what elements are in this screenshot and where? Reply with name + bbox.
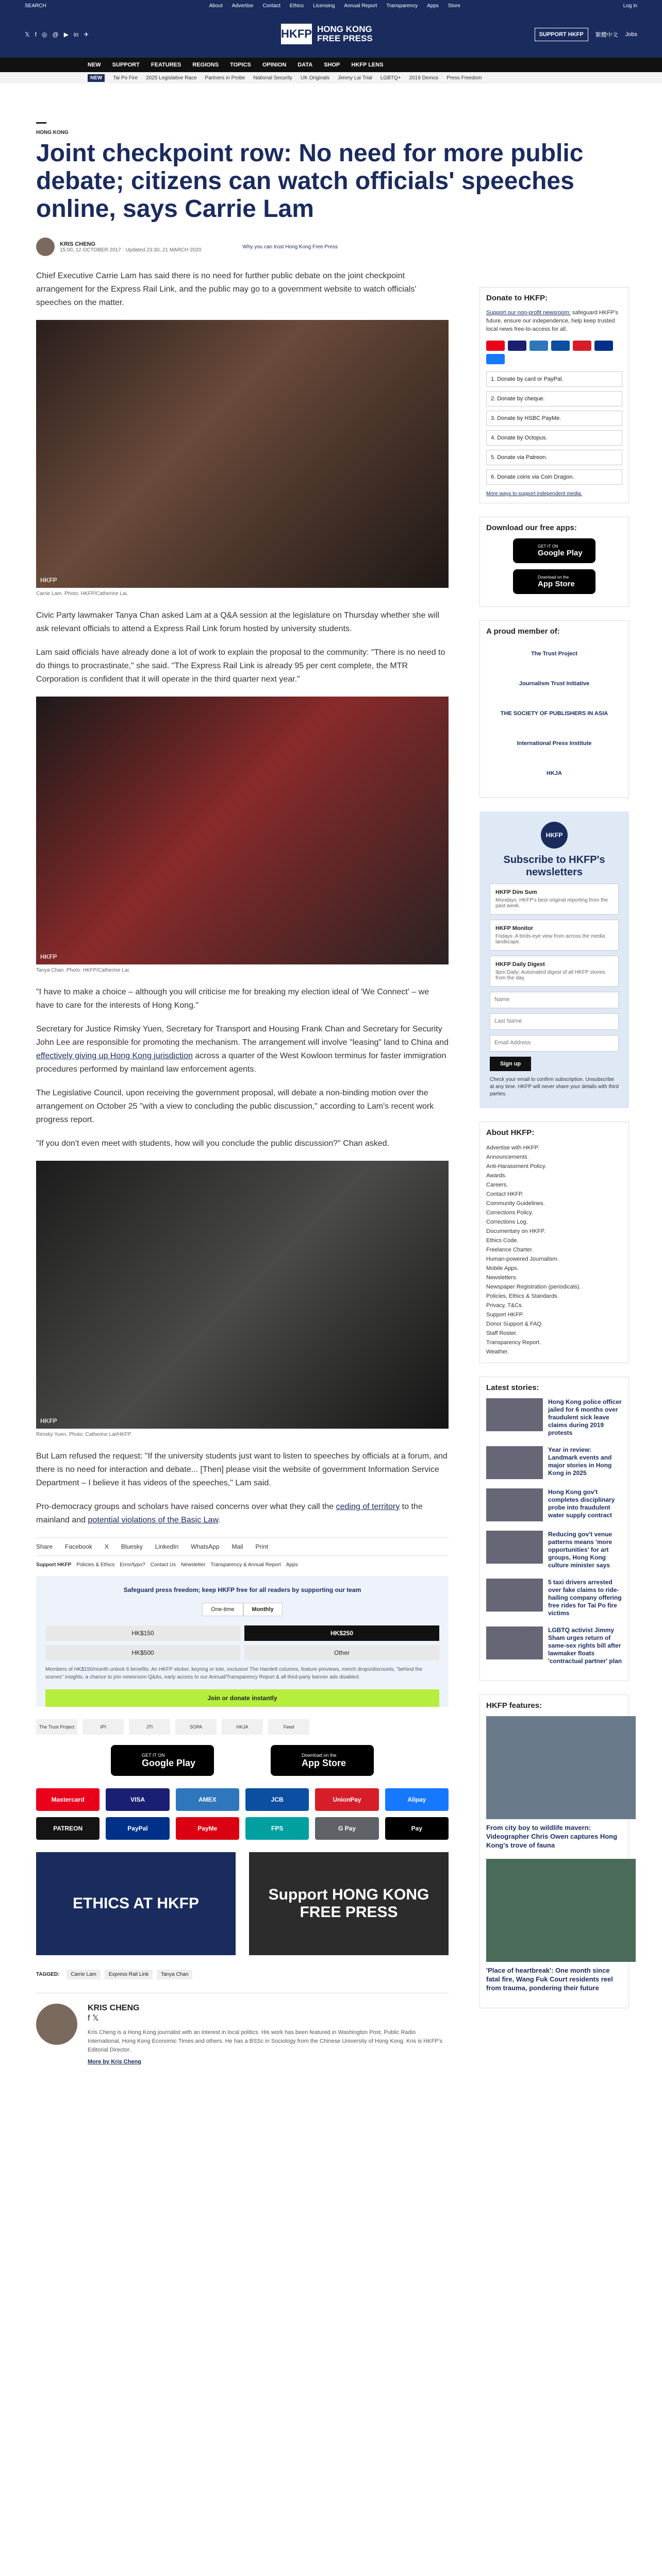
amex-icon[interactable]: AMEX bbox=[176, 1788, 239, 1811]
inline-link[interactable]: potential violations of the Basic Law bbox=[88, 1516, 219, 1524]
about-list bbox=[486, 1143, 622, 1357]
text: Pro-democracy groups and scholars have raised concerns over what they call the bbox=[36, 1502, 336, 1511]
amex-icon bbox=[529, 341, 548, 351]
share-bluesky[interactable]: Bluesky bbox=[121, 1543, 143, 1550]
unionpay-icon bbox=[573, 341, 591, 351]
inline-link[interactable]: ceding of territory bbox=[336, 1502, 400, 1511]
name-field[interactable]: Name bbox=[490, 992, 619, 1008]
share-mail[interactable]: Mail bbox=[231, 1543, 243, 1550]
alipay-icon[interactable]: Alipay bbox=[385, 1788, 449, 1811]
partner-logo[interactable]: Feed bbox=[268, 1719, 309, 1735]
amount-options bbox=[36, 1616, 449, 1660]
youtube-icon[interactable]: ▶ bbox=[63, 31, 69, 38]
author-avatar[interactable] bbox=[36, 238, 55, 256]
top-bar bbox=[0, 0, 662, 11]
member-benefits: Members of HK$150/month unlock 6 benefits: An HKFP sticker, keyring or tote, exclusive The Hamlett columns, feature previews, merch drops/discounts, "behind the scenes" insights, a chance to join newsroom Q&As, early access to our Annual/Transparency Report & all third-party banner ads disabled. bbox=[45, 1667, 423, 1680]
author-social bbox=[88, 2013, 449, 2023]
newsletter-logo: HKFP bbox=[541, 822, 568, 849]
story-title: Reducing gov't venue patterns means 'more opportunities' for art groups, Hong Kong culture minister says bbox=[548, 1531, 613, 1569]
more-ways-link[interactable]: More ways to support independent media. bbox=[486, 491, 583, 497]
gp-small: GET IT ON bbox=[538, 544, 558, 549]
nav-item[interactable]: SUPPORT bbox=[112, 62, 140, 68]
donate-method[interactable]: 2. Donate by cheque. bbox=[486, 391, 622, 406]
logo-line: FREE PRESS bbox=[317, 33, 373, 43]
paragraph: "I have to make a choice – although you will criticise me for breaking my election ideal of 'We Connect' – we have to care for the interests of Hong Kong." bbox=[36, 988, 429, 1010]
app-store-button[interactable] bbox=[513, 569, 595, 594]
about-link[interactable]: Freelance Charter. bbox=[486, 1247, 534, 1253]
about-link[interactable]: Careers. bbox=[486, 1182, 508, 1188]
photo-watermark: HKFP bbox=[40, 953, 57, 960]
as-label: App Store bbox=[538, 580, 575, 588]
tag[interactable]: Express Rail Link bbox=[105, 1970, 153, 1979]
mastercard-icon bbox=[486, 341, 505, 351]
signup-button[interactable]: Sign up bbox=[490, 1057, 531, 1071]
top-link[interactable]: Annual Report bbox=[344, 3, 377, 9]
story-item[interactable] bbox=[486, 1446, 622, 1479]
trust-link[interactable]: Why you can trust Hong Kong Free Press bbox=[242, 244, 338, 250]
author-info bbox=[88, 2004, 449, 2065]
subnav-item[interactable]: Press Freedom bbox=[446, 75, 482, 81]
app-buttons bbox=[36, 1745, 449, 1776]
partner-logo[interactable]: HKJA bbox=[222, 1719, 263, 1735]
author-name[interactable]: KRIS CHENG bbox=[88, 2004, 140, 2012]
footer-link[interactable]: Newsletter bbox=[181, 1562, 206, 1568]
google-play-button[interactable] bbox=[111, 1745, 214, 1776]
as-small: Download on the bbox=[302, 1752, 337, 1758]
partner-logos bbox=[36, 1719, 449, 1735]
feature-title: From city boy to wildlife mavern: Videographer Chris Owen captures Hong Kong's trove of fauna bbox=[486, 1824, 618, 1849]
subnav-item[interactable]: LGBTQ+ bbox=[380, 75, 401, 81]
subnav-item[interactable]: Partners in Probe bbox=[205, 75, 245, 81]
member-logo[interactable]: International Press Institute bbox=[517, 740, 592, 747]
content-columns bbox=[36, 269, 626, 2065]
top-link[interactable]: Ethics bbox=[289, 3, 304, 9]
login-link[interactable]: Log in bbox=[623, 3, 637, 9]
jobs-link[interactable]: Jobs bbox=[625, 31, 637, 38]
story-item[interactable] bbox=[486, 1626, 622, 1665]
instagram-icon[interactable]: ◎ bbox=[42, 31, 47, 38]
payme-icon[interactable]: PayMe bbox=[176, 1817, 239, 1840]
about-link[interactable]: Weather. bbox=[486, 1349, 509, 1355]
donate-widget bbox=[36, 1576, 449, 1707]
paragraph: The Legislative Council, upon receiving the government proposal, will debate a non-binding motion over the arrangement on October 25 "with a view to concluding the public discussion," according to Lam's recent work progress report. bbox=[36, 1089, 434, 1124]
about-link[interactable]: Contact HKFP. bbox=[486, 1191, 523, 1197]
sub-nav bbox=[0, 72, 662, 83]
nav-item[interactable]: REGIONS bbox=[192, 62, 219, 68]
header-right bbox=[535, 28, 637, 41]
story-thumb bbox=[486, 1531, 543, 1564]
amount-option[interactable]: HK$500 bbox=[45, 1645, 240, 1660]
share-x[interactable]: X bbox=[104, 1543, 109, 1550]
donate-method[interactable]: 4. Donate by Octopus. bbox=[486, 430, 622, 446]
story-title: LGBTQ activist Jimmy Sham urges return of same-sex rights bill after lawmaker floats 'contractual partner' plan bbox=[548, 1626, 622, 1665]
donate-methods bbox=[486, 371, 622, 485]
latest-stories bbox=[479, 1377, 629, 1681]
partner-logo[interactable]: The Trust Project bbox=[36, 1719, 77, 1735]
about-link[interactable]: Corrections Policy. bbox=[486, 1210, 533, 1216]
last-name-field[interactable]: Last Name bbox=[490, 1013, 619, 1030]
article-photo bbox=[36, 697, 449, 964]
applepay-icon[interactable]: Pay bbox=[385, 1817, 449, 1840]
top-links bbox=[209, 3, 460, 9]
patreon-icon[interactable]: PATREON bbox=[36, 1817, 100, 1840]
linkedin-icon[interactable]: in bbox=[73, 31, 79, 38]
threads-icon[interactable]: @ bbox=[52, 31, 59, 38]
as-small: Download on the bbox=[538, 575, 569, 580]
story-thumb bbox=[486, 1446, 543, 1479]
frequency-toggle bbox=[36, 1603, 449, 1616]
inline-link[interactable]: effectively giving up Hong Kong jurisdiction bbox=[36, 1052, 193, 1060]
text: safeguard HKFP's future, ensure our independence, help keep trusted local news free-to-access for all. bbox=[486, 310, 618, 332]
paypal-icon bbox=[594, 341, 613, 351]
newsletter-box bbox=[479, 811, 629, 1108]
about-link[interactable]: Anti-Harassment Policy. bbox=[486, 1163, 547, 1170]
nav-item[interactable]: TOPICS bbox=[230, 62, 251, 68]
author-bio: Kris Cheng is a Hong Kong journalist with an interest in local politics. His work has been featured in Washington Post, Public Radio International, Hong Kong Economic Times and others. He has a BSSc in Sociology from the Chinese University of Hong Kong. Kris is HKFP's Editorial Director. bbox=[88, 2029, 443, 2053]
visa-icon bbox=[508, 341, 526, 351]
more-by-author-link[interactable]: More by Kris Cheng bbox=[88, 2059, 141, 2065]
support-banner[interactable]: Support HONG KONG FREE PRESS bbox=[249, 1852, 449, 1955]
tag[interactable]: Carrie Lam bbox=[67, 1970, 100, 1979]
subnav-item[interactable]: Jimmy Lai Trial bbox=[338, 75, 372, 81]
story-thumb bbox=[486, 1398, 543, 1431]
option-desc: 9pm Daily: Automated digest of all HKFP stories from the day. bbox=[495, 970, 605, 981]
about-heading: About HKFP: bbox=[486, 1128, 535, 1137]
member-logo[interactable]: The Trust Project bbox=[531, 651, 577, 657]
member-heading: A proud member of: bbox=[486, 627, 560, 636]
option-desc: Mondays: HKFP's best original reporting from the past week. bbox=[495, 897, 608, 909]
donate-method[interactable]: 3. Donate by HSBC PayMe. bbox=[486, 411, 622, 426]
article-photo bbox=[36, 1161, 449, 1429]
footer-link[interactable]: Transparency & Annual Report bbox=[210, 1562, 281, 1568]
option-name: HKFP Daily Digest bbox=[495, 961, 545, 968]
member-logo[interactable]: HKJA bbox=[547, 770, 562, 776]
one-time-tab[interactable]: One-time bbox=[202, 1603, 243, 1616]
gpay-icon[interactable]: G Pay bbox=[315, 1817, 378, 1840]
photo-watermark: HKFP bbox=[40, 1417, 57, 1425]
partner-logo[interactable]: JTI bbox=[129, 1719, 170, 1735]
app-store-button[interactable] bbox=[271, 1745, 374, 1776]
top-link[interactable]: About bbox=[209, 3, 223, 9]
tag-label: TAGGED: bbox=[36, 1972, 60, 1977]
about-link[interactable]: Community Guidelines. bbox=[486, 1200, 545, 1207]
newsletter-option[interactable] bbox=[490, 956, 619, 987]
donate-box bbox=[479, 287, 629, 503]
byline-text bbox=[60, 241, 201, 253]
share-facebook[interactable]: Facebook bbox=[65, 1543, 92, 1550]
fps-icon[interactable]: FPS bbox=[245, 1817, 309, 1840]
story-title: Hong Kong police officer jailed for 6 months over fraudulent sick leave claims during 2019 protests bbox=[548, 1398, 622, 1436]
feature-item[interactable] bbox=[486, 1716, 622, 1850]
social-icons bbox=[25, 31, 89, 38]
story-thumb bbox=[486, 1488, 543, 1521]
donate-method[interactable]: 1. Donate by card or PayPal. bbox=[486, 371, 622, 387]
main-nav bbox=[0, 58, 662, 72]
subnav-item[interactable]: 2019 Demos bbox=[409, 75, 439, 81]
text: Secretary for Justice Rimsky Yuen, Secretary for Transport and Housing Frank Chan and Secretary for Security John Lee are responsible for promoting the mechanism. The arrangement will involve "leasing" land to China and bbox=[36, 1025, 449, 1047]
facebook-icon[interactable]: f bbox=[88, 2014, 90, 2023]
nav-item[interactable]: SHOP bbox=[324, 62, 340, 68]
donate-method[interactable]: 6. Donate coins via Coin Dragon. bbox=[486, 469, 622, 485]
subnav-item[interactable]: Tai Po Fire bbox=[113, 75, 138, 81]
tag[interactable]: Tanya Chan bbox=[157, 1970, 192, 1979]
logo-text bbox=[317, 25, 373, 43]
amount-option[interactable]: HK$150 bbox=[45, 1625, 240, 1641]
logo-box: HKFP bbox=[281, 24, 312, 44]
nav-item[interactable]: DATA bbox=[297, 62, 313, 68]
payment-methods bbox=[36, 1788, 449, 1840]
story-thumb bbox=[486, 1626, 543, 1659]
paragraph bbox=[36, 1500, 449, 1527]
google-play-button[interactable] bbox=[513, 538, 595, 563]
share-bar bbox=[36, 1537, 449, 1556]
nav-item[interactable]: FEATURES bbox=[151, 62, 181, 68]
donate-method[interactable]: 5. Donate via Patreon. bbox=[486, 450, 622, 465]
about-link[interactable]: Advertise with HKFP. bbox=[486, 1145, 539, 1151]
paragraph: "If you don't even meet with students, how will you conclude the public discussion?" Chan asked. bbox=[36, 1139, 390, 1148]
member-box bbox=[479, 620, 629, 798]
about-link[interactable]: Awards. bbox=[486, 1173, 507, 1179]
about-link[interactable]: Policies, Ethics & Standards. bbox=[486, 1293, 559, 1299]
partner-logo[interactable]: IPI bbox=[82, 1719, 124, 1735]
option-name: HKFP Monitor bbox=[495, 925, 534, 931]
support-button[interactable]: SUPPORT HKFP bbox=[535, 28, 588, 41]
member-logo[interactable]: Journalism Trust Initiative bbox=[519, 681, 590, 687]
visa-icon[interactable]: VISA bbox=[106, 1788, 169, 1811]
email-field[interactable]: Email Address bbox=[490, 1035, 619, 1052]
feature-image bbox=[486, 1859, 636, 1962]
share-label: Share bbox=[36, 1543, 53, 1550]
byline bbox=[36, 238, 626, 256]
article-photo bbox=[36, 320, 449, 588]
donate-heading: Donate to HKFP: bbox=[486, 294, 548, 302]
join-button[interactable]: Join or donate instantly bbox=[45, 1689, 439, 1707]
about-link[interactable]: Privacy, T&Cs. bbox=[486, 1302, 523, 1309]
share-whatsapp[interactable]: WhatsApp bbox=[191, 1543, 220, 1550]
about-link[interactable]: Newspaper Registration (periodicals). bbox=[486, 1284, 581, 1290]
author-box bbox=[36, 1993, 449, 2065]
story-title: Hong Kong gov't completes disciplinary probe into fraudulent water supply contract bbox=[548, 1488, 615, 1519]
about-link[interactable]: Mobile Apps. bbox=[486, 1265, 519, 1272]
page-wrap bbox=[0, 122, 662, 2065]
story-item[interactable] bbox=[486, 1488, 622, 1521]
newsletter-note: Check your email to confirm subscription. Unsubscribe at any time. HKFP will never share your details with third parties. bbox=[490, 1077, 619, 1097]
story-thumb bbox=[486, 1579, 543, 1612]
tag-list bbox=[36, 1970, 449, 1979]
facebook-icon[interactable]: f bbox=[35, 31, 37, 38]
features-heading: HKFP features: bbox=[486, 1701, 542, 1710]
about-link[interactable]: Documentary on HKFP. bbox=[486, 1228, 545, 1234]
top-link[interactable]: Licensing bbox=[313, 3, 335, 9]
text: to the mainland and bbox=[36, 1502, 423, 1524]
article-body bbox=[36, 269, 449, 2065]
photo-watermark: HKFP bbox=[40, 577, 57, 584]
ethics-banner[interactable]: ETHICS AT HKFP bbox=[36, 1852, 236, 1955]
top-link[interactable]: Contact bbox=[262, 3, 280, 9]
gp-small: GET IT ON bbox=[142, 1752, 165, 1758]
about-link[interactable]: Newsletters. bbox=[486, 1275, 518, 1281]
telegram-icon[interactable]: ✈ bbox=[84, 31, 89, 38]
paragraph: Lam said officials have already done a lot of work to explain the proposal to the community: "There is no need to do things to procrastinate," she said. "The Express Rail Link is already 95 per cent complete, the MTR Corporation is confident that it will operate in the third quarter next year." bbox=[36, 648, 445, 684]
subnav-item[interactable]: National Security bbox=[253, 75, 292, 81]
story-item[interactable] bbox=[486, 1398, 622, 1437]
article-kicker[interactable]: HONG KONG bbox=[36, 130, 69, 135]
author-name[interactable]: KRIS CHENG bbox=[60, 241, 96, 247]
x-icon[interactable]: 𝕏 bbox=[25, 31, 30, 38]
apps-heading: Download our free apps: bbox=[486, 523, 577, 532]
gp-label: Google Play bbox=[142, 1757, 196, 1768]
share-linkedin[interactable]: LinkedIn bbox=[155, 1543, 179, 1550]
partner-logo[interactable]: SOPA bbox=[175, 1719, 217, 1735]
card-icons bbox=[486, 341, 622, 364]
article-dates: 15:00, 12 OCTOBER 2017 · Updated 23:30, 21 MARCH 2020 bbox=[60, 247, 202, 253]
footer-link[interactable]: Contact Us bbox=[150, 1562, 176, 1568]
story-title: Year in review: Landmark events and major stories in Hong Kong in 2025 bbox=[548, 1446, 612, 1477]
new-badge: NEW bbox=[88, 74, 105, 82]
site-logo[interactable] bbox=[281, 24, 373, 44]
feature-title: 'Place of heartbreak': One month since fatal fire, Wang Fuk Court residents reel from trauma, pondering their future bbox=[486, 1967, 613, 1992]
article-footer-links bbox=[36, 1562, 449, 1568]
sidebar bbox=[479, 269, 629, 2065]
donate-title: Safeguard press freedom; keep HKFP free for all readers by supporting our team bbox=[123, 1586, 361, 1594]
x-icon[interactable]: 𝕏 bbox=[92, 2014, 99, 2023]
top-link[interactable]: Apps bbox=[427, 3, 439, 9]
about-link[interactable]: Human-powered Journalism. bbox=[486, 1256, 559, 1262]
unionpay-icon[interactable]: UnionPay bbox=[315, 1788, 378, 1811]
about-link[interactable]: Transparency Report. bbox=[486, 1340, 541, 1346]
nav-item[interactable]: HKFP LENS bbox=[351, 62, 384, 68]
about-link[interactable]: Donor Support & FAQ. bbox=[486, 1321, 543, 1327]
share-print[interactable]: Print bbox=[255, 1543, 269, 1550]
option-name: HKFP Dim Sum bbox=[495, 889, 537, 895]
mastercard-icon[interactable]: Mastercard bbox=[36, 1788, 100, 1811]
footer-link[interactable]: Apps bbox=[286, 1562, 298, 1568]
kicker-rule bbox=[36, 122, 46, 124]
photo-caption: Carrie Lam. Photo: HKFP/Catherine Lai. bbox=[36, 591, 128, 597]
footer-link[interactable]: Policies & Ethics bbox=[76, 1562, 115, 1568]
about-link[interactable]: Staff Roster. bbox=[486, 1330, 518, 1336]
language-link[interactable]: 繁體中文 bbox=[595, 32, 618, 38]
text: . bbox=[218, 1516, 221, 1524]
subnav-item[interactable]: UK Originals bbox=[300, 75, 330, 81]
gp-label: Google Play bbox=[538, 549, 583, 557]
member-logo[interactable]: THE SOCIETY OF PUBLISHERS IN ASIA bbox=[500, 710, 608, 717]
newsletter-heading: Subscribe to HKFP's newsletters bbox=[503, 854, 605, 878]
top-link[interactable]: Transparency bbox=[386, 3, 418, 9]
latest-heading: Latest stories: bbox=[486, 1383, 539, 1392]
paragraph: Chief Executive Carrie Lam has said there is no need for further public debate on the joint checkpoint arrangement for the Express Rail Link, and the public may go to a government website to watch officials' speeches on the matter. bbox=[36, 272, 417, 307]
search-link[interactable]: SEARCH bbox=[25, 3, 46, 9]
support-text bbox=[486, 309, 622, 333]
footer-link[interactable]: Support HKFP bbox=[36, 1562, 72, 1568]
footer-link[interactable]: Error/typo? bbox=[120, 1562, 145, 1568]
support-link[interactable]: Support our non-profit newsroom: bbox=[486, 310, 571, 316]
amount-option-selected[interactable]: HK$250 bbox=[244, 1625, 439, 1641]
newsletter-option[interactable] bbox=[490, 920, 619, 951]
feature-image bbox=[486, 1716, 636, 1819]
about-link[interactable]: Announcements. bbox=[486, 1154, 529, 1160]
author-avatar[interactable] bbox=[36, 2004, 77, 2045]
jcb-icon[interactable]: JCB bbox=[245, 1788, 309, 1811]
about-link[interactable]: Ethics Code. bbox=[486, 1238, 519, 1244]
subnav-item[interactable]: 2025 Legislative Race bbox=[146, 75, 197, 81]
article-title: Joint checkpoint row: No need for more public debate; citizens can watch officials' speeches online, says Carrie Lam bbox=[36, 140, 584, 223]
logo-line: HONG KONG bbox=[317, 24, 372, 34]
amount-option[interactable]: Other bbox=[244, 1645, 439, 1660]
jcb-icon bbox=[551, 341, 570, 351]
option-desc: Fridays: A birds-eye view from across the media landscape. bbox=[495, 934, 605, 945]
alipay-icon bbox=[486, 354, 505, 364]
apps-box bbox=[479, 517, 629, 607]
feature-item[interactable] bbox=[486, 1859, 622, 1992]
nav-item[interactable]: NEW bbox=[88, 62, 101, 68]
top-link[interactable]: Store bbox=[448, 3, 460, 9]
newsletter-option[interactable] bbox=[490, 884, 619, 914]
about-box bbox=[479, 1122, 629, 1363]
text: across a quarter of the West Kowloon terminus for faster immigration procedures performed by mainland law enforcement agents. bbox=[36, 1052, 446, 1074]
monthly-tab[interactable]: Monthly bbox=[243, 1603, 283, 1616]
features-box bbox=[479, 1694, 629, 2008]
site-header bbox=[0, 11, 662, 58]
promo-banners bbox=[36, 1852, 449, 1955]
story-item[interactable] bbox=[486, 1531, 622, 1569]
paragraph: Civic Party lawmaker Tanya Chan asked Lam at a Q&A session at the legislature on Thursday whether she will ask relevant officials to attend a Express Rail Link forum hosted by university students. bbox=[36, 611, 440, 633]
photo-caption: Tanya Chan. Photo: HKFP/Catherine Lai. bbox=[36, 968, 130, 973]
paragraph: But Lam refused the request: "If the university students just want to listen to speeches by officials at a forum, and there is no need for interaction and debate... [Then] please visit the website of government Information Service Department – I believe it has videos of the speeches," Lam said. bbox=[36, 1452, 448, 1487]
top-link[interactable]: Advertise bbox=[231, 3, 254, 9]
story-item[interactable] bbox=[486, 1579, 622, 1617]
about-link[interactable]: Corrections Log. bbox=[486, 1219, 528, 1225]
paypal-icon[interactable]: PayPal bbox=[106, 1817, 169, 1840]
photo-caption: Rimsky Yuen. Photo: Catherine Lai/HKFP. bbox=[36, 1432, 132, 1437]
as-label: App Store bbox=[302, 1757, 346, 1768]
about-link[interactable]: Support HKFP. bbox=[486, 1312, 524, 1318]
story-title: 5 taxi drivers arrested over fake claims to ride-hailing company offering free rides for Tai Po fire victims bbox=[548, 1579, 622, 1617]
nav-item[interactable]: OPINION bbox=[262, 62, 287, 68]
paragraph bbox=[36, 1023, 449, 1076]
